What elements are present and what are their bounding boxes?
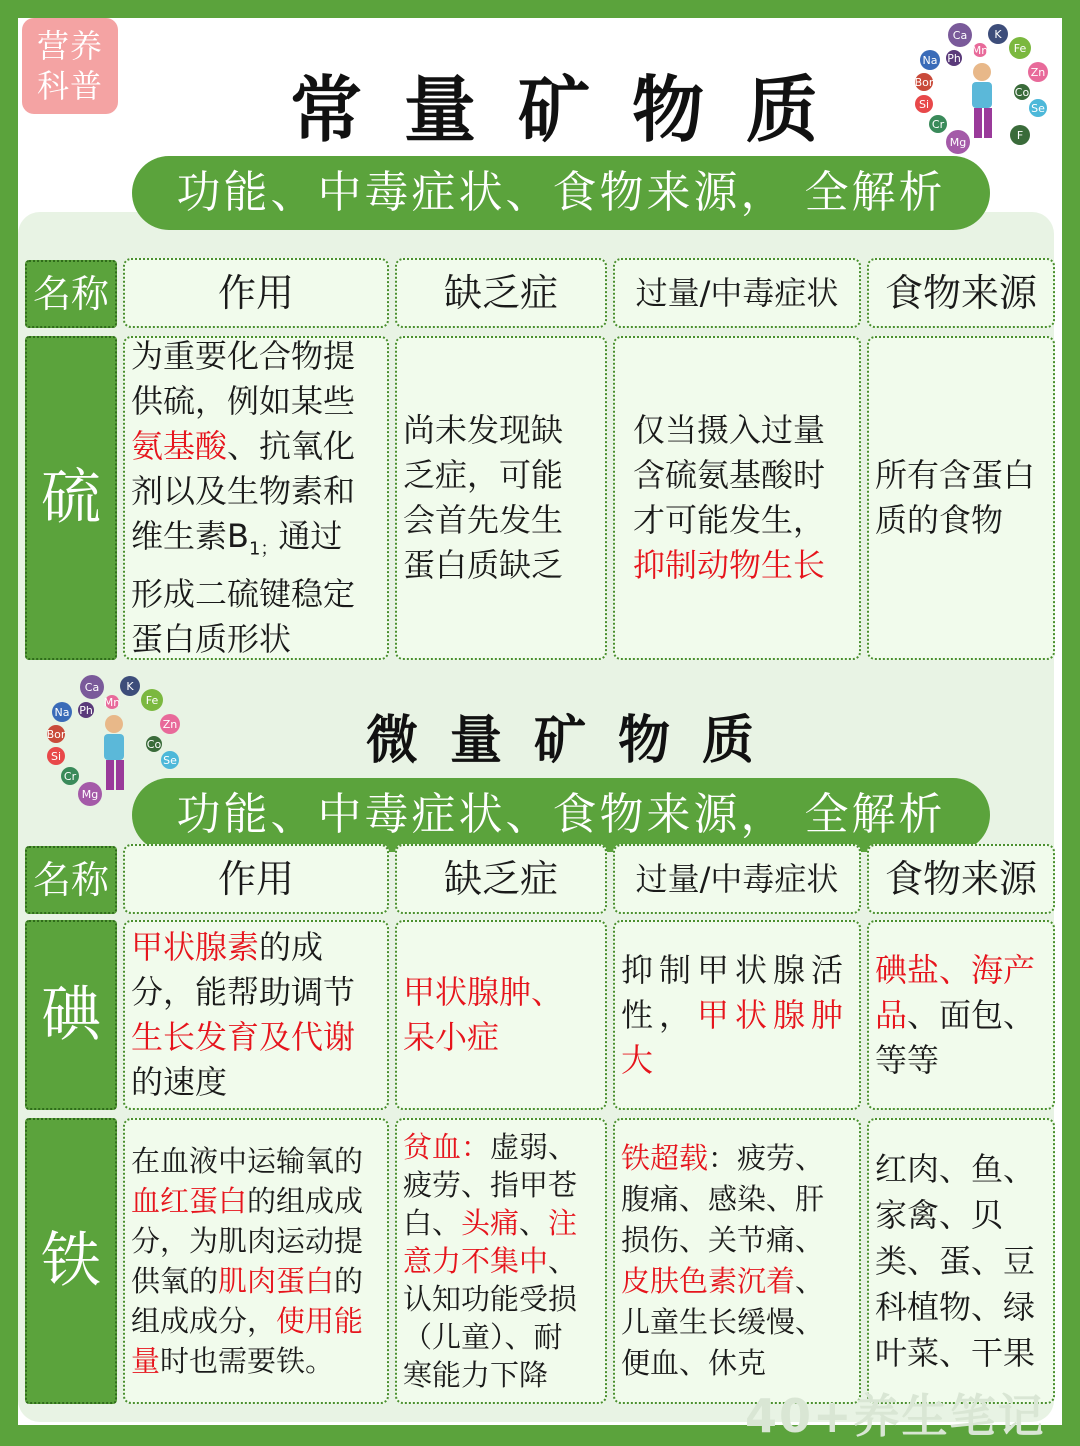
sulfur-deficiency: 尚未发现缺 乏症，可能 会首先发生 蛋白质缺乏 [395, 336, 607, 660]
header-sources-2: 食物来源 [867, 844, 1055, 914]
element-k: K [994, 28, 1002, 41]
header-deficiency: 缺乏症 [395, 258, 607, 328]
minerals-illustration-top [910, 20, 1060, 160]
element-mg: Mg [81, 788, 99, 801]
page-title: 常量矿物质 [290, 68, 861, 152]
element-na: Na [922, 54, 938, 67]
header-sources: 食物来源 [867, 258, 1055, 328]
iron-sources: 红肉、鱼、 家禽、贝 类、蛋、豆 科植物、绿 叶菜、干果 [867, 1118, 1055, 1404]
header-function-2: 作用 [123, 844, 389, 914]
subtitle-banner: 功能、中毒症状、食物来源， 全解析 [132, 156, 990, 230]
element-ph: Ph [79, 704, 93, 717]
category-badge [22, 18, 118, 114]
watermark: 40+养生笔记 [745, 1389, 1046, 1443]
element-fe: Fe [145, 694, 159, 707]
element-co: Co [146, 738, 162, 751]
sulfur-sources: 所有含蛋白 质的食物 [867, 336, 1055, 660]
element-si: Si [918, 98, 930, 111]
element-zn: Zn [1030, 66, 1046, 79]
element-zn: Zn [162, 718, 178, 731]
header-name: 名称 [25, 260, 117, 328]
element-cr: Cr [931, 118, 945, 131]
sulfur-excess: 仅当摄入过量 含硫氨基酸时 才可能发生， 抑制动物生长 [613, 336, 861, 660]
element-ca: Ca [84, 681, 100, 694]
header-excess-2: 过量/中毒症状 [613, 844, 861, 914]
header-deficiency-2: 缺乏症 [395, 844, 607, 914]
element-si: Si [50, 750, 62, 763]
element-bor: Bor [46, 728, 66, 741]
sulfur-function: 为重要化合物提 供硫，例如某些 氨基酸、抗氧化 剂以及生物素和 维生素$B_{1;}$通过 形成二硫键稳定 蛋白质形状 [123, 336, 389, 660]
element-ph: Ph [947, 52, 961, 65]
element-mn: Mn [971, 44, 989, 57]
header-name-2: 名称 [25, 846, 117, 914]
iodine-deficiency: 甲状腺肿、 呆小症 [395, 920, 607, 1110]
element-ca: Ca [952, 29, 968, 42]
row-iodine-name: 碘 [25, 920, 117, 1110]
subtitle-banner-2: 功能、中毒症状、食物来源， 全解析 [132, 778, 990, 852]
iron-function: 在血液中运输氧的 血红蛋白的组成成 分，为肌肉运动提 供氧的肌肉蛋白的 组成成分，使用能 量时也需要铁。 [123, 1118, 389, 1404]
row-sulfur-name: 硫 [25, 336, 117, 660]
element-na: Na [54, 706, 70, 719]
element-se: Se [1031, 102, 1045, 115]
element-fe: Fe [1013, 42, 1027, 55]
element-mg: Mg [949, 136, 967, 149]
header-excess: 过量/中毒症状 [613, 258, 861, 328]
element-f: F [1016, 129, 1024, 142]
element-co: Co [1014, 86, 1030, 99]
header-function: 作用 [123, 258, 389, 328]
element-k: K [126, 680, 134, 693]
iodine-function: 甲状腺素的成 分，能帮助调节 生长发育及代谢 的速度 [123, 920, 389, 1110]
iodine-excess: 抑制甲状腺活 性，甲状腺肿 大 [613, 920, 861, 1110]
row-iron-name: 铁 [25, 1118, 117, 1404]
element-cr: Cr [63, 770, 77, 783]
element-se: Se [163, 754, 177, 767]
iron-deficiency: 贫血：虚弱、 疲劳、指甲苍 白、头痛、注 意力不集中、 认知功能受损 （儿童）、耐 寒能力下降 [395, 1118, 607, 1404]
iodine-sources: 碘盐、海产 品、面包、 等等 [867, 920, 1055, 1110]
element-mn: Mn [103, 696, 121, 709]
badge-line-1: 营养 [36, 27, 103, 65]
element-bor: Bor [914, 76, 934, 89]
iron-excess: 铁超载：疲劳、 腹痛、感染、肝 损伤、关节痛、 皮肤色素沉着、 儿童生长缓慢、 便血、休克 [613, 1118, 861, 1404]
section-title-trace: 微量矿物质 [366, 711, 787, 771]
badge-line-2: 科普 [36, 67, 103, 105]
